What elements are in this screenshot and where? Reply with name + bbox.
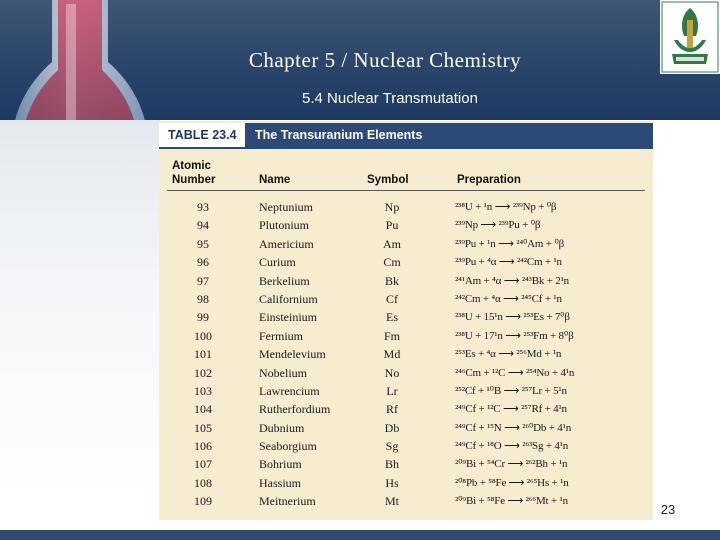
row-symbol: Mt xyxy=(384,494,399,509)
row-symbol: Sg xyxy=(385,439,399,454)
row-name: Plutonium xyxy=(259,218,310,233)
header-atomic-line2: Number xyxy=(172,174,216,186)
row-number: 101 xyxy=(194,347,212,362)
table-row xyxy=(159,400,653,418)
table-row xyxy=(159,253,653,271)
row-name: Mendelevium xyxy=(259,347,326,362)
row-symbol: Md xyxy=(383,347,401,362)
row-number: 105 xyxy=(194,420,212,435)
row-preparation: ²⁵²Cf + ¹⁰B ⟶ ²⁵⁷Lr + 5¹n xyxy=(455,384,567,397)
row-symbol: No xyxy=(384,365,400,380)
table-row xyxy=(159,198,653,216)
row-symbol: Bk xyxy=(384,273,399,288)
header-atomic-line1: Atomic xyxy=(172,160,211,172)
row-number: 104 xyxy=(194,402,212,417)
row-symbol: Am xyxy=(383,236,401,251)
row-name: Hassium xyxy=(259,475,301,490)
row-preparation: ²⁴²Cm + ⁴α ⟶ ²⁴⁵Cf + ¹n xyxy=(455,292,562,305)
header-atomic-number xyxy=(172,159,215,187)
table-row xyxy=(159,492,653,510)
row-name: Fermium xyxy=(259,328,303,343)
table-row xyxy=(159,382,653,400)
header-symbol: Symbol xyxy=(367,174,409,186)
row-preparation: ²⁵³Es + ⁴α ⟶ ²⁵⁶Md + ¹n xyxy=(455,348,562,361)
table-row xyxy=(159,437,653,455)
row-name: Lawrencium xyxy=(259,383,320,398)
row-number: 102 xyxy=(194,365,212,380)
table-row xyxy=(159,474,653,492)
row-preparation: ²⁴¹Am + ⁴α ⟶ ²⁴³Bk + 2¹n xyxy=(455,274,569,287)
university-logo xyxy=(660,0,720,74)
row-symbol: Fm xyxy=(383,328,400,343)
table-row xyxy=(159,455,653,473)
row-preparation: ²⁰⁸Pb + ⁵⁸Fe ⟶ ²⁶⁵Hs + ¹n xyxy=(455,476,569,489)
slide-title: Chapter 5 / Nuclear Chemistry xyxy=(248,48,522,72)
row-preparation: ²⁴⁹Cf + ¹⁵N ⟶ ²⁶⁰Db + 4¹n xyxy=(455,421,572,434)
slide-subtitle: 5.4 Nuclear Transmutation xyxy=(302,90,478,107)
row-symbol: Cf xyxy=(386,291,398,306)
row-preparation: ²³⁹Pu + ¹n ⟶ ²⁴⁰Am + ⁰β xyxy=(455,237,564,250)
row-symbol: Pu xyxy=(385,218,399,233)
table-row xyxy=(159,235,653,253)
table-row xyxy=(159,216,653,234)
row-number: 96 xyxy=(197,255,209,270)
row-name: Seaborgium xyxy=(259,439,317,454)
row-number: 95 xyxy=(197,236,209,251)
header-preparation: Preparation xyxy=(457,174,521,186)
row-preparation: ²⁴⁶Cm + ¹²C ⟶ ²⁵⁴No + 4¹n xyxy=(455,366,575,379)
row-number: 97 xyxy=(197,273,209,288)
row-preparation: ²⁰⁹Bi + ⁵⁴Cr ⟶ ²⁶²Bh + ¹n xyxy=(455,458,568,471)
row-preparation: ²⁴⁹Cf + ¹⁸O ⟶ ²⁶³Sg + 4¹n xyxy=(455,440,569,453)
row-name: Americium xyxy=(259,236,314,251)
row-name: Californium xyxy=(259,291,318,306)
table-row xyxy=(159,290,653,308)
row-number: 99 xyxy=(197,310,209,325)
side-gradient xyxy=(0,120,160,500)
header-rule xyxy=(167,190,645,191)
row-symbol: Es xyxy=(386,310,398,325)
table-row xyxy=(159,419,653,437)
row-number: 100 xyxy=(194,328,212,343)
row-name: Neptunium xyxy=(259,200,313,214)
table-row xyxy=(159,327,653,345)
row-preparation: ²³⁹Np ⟶ ²³⁹Pu + ⁰β xyxy=(455,219,541,232)
row-name: Rutherfordium xyxy=(259,402,331,417)
row-symbol: Lr xyxy=(386,383,398,398)
row-symbol: Hs xyxy=(385,475,399,490)
row-preparation: ²³⁸U + 15¹n ⟶ ²⁵³Es + 7⁰β xyxy=(455,311,570,324)
row-number: 109 xyxy=(194,494,212,509)
row-preparation: ²³⁸U + ¹n ⟶ ²³⁹Np + ⁰β xyxy=(455,201,557,213)
row-name: Curium xyxy=(259,255,296,270)
row-number: 94 xyxy=(197,218,209,233)
row-symbol: Db xyxy=(384,420,400,435)
header-name: Name xyxy=(259,174,291,186)
table-row xyxy=(159,272,653,290)
table-row xyxy=(159,345,653,363)
row-preparation: ²⁴⁹Cf + ¹²C ⟶ ²⁵⁷Rf + 4¹n xyxy=(455,403,567,416)
row-number: 98 xyxy=(197,291,209,306)
footer-bar xyxy=(0,530,720,540)
row-symbol: Bh xyxy=(384,457,399,472)
transuranium-table xyxy=(159,121,653,520)
row-preparation: ²⁰⁹Bi + ⁵⁸Fe ⟶ ²⁶⁶Mt + ¹n xyxy=(455,495,568,508)
row-number: 106 xyxy=(194,439,212,454)
table-label: TABLE 23.4 xyxy=(159,123,245,147)
row-number: 107 xyxy=(194,457,212,472)
row-number: 108 xyxy=(194,475,212,490)
row-symbol: Cm xyxy=(383,255,401,270)
row-name: Einsteinium xyxy=(259,310,317,325)
row-name: Berkelium xyxy=(259,273,310,288)
row-number: 93 xyxy=(197,200,209,214)
row-symbol: Rf xyxy=(386,402,398,417)
table-title: The Transuranium Elements xyxy=(245,123,653,147)
table-top-rule xyxy=(159,147,653,149)
row-preparation: ²³⁹Pu + ⁴α ⟶ ²⁴²Cm + ¹n xyxy=(455,256,562,269)
table-body xyxy=(159,198,653,511)
row-number: 103 xyxy=(194,383,212,398)
table-row xyxy=(159,364,653,382)
page-number: 23 xyxy=(660,502,676,517)
row-preparation: ²³⁸U + 17¹n ⟶ ²⁵³Fm + 8⁰β xyxy=(455,329,574,342)
table-row xyxy=(159,308,653,326)
row-name: Dubnium xyxy=(259,420,305,435)
row-name: Nobelium xyxy=(259,365,307,380)
row-name: Meitnerium xyxy=(259,494,316,509)
row-symbol: Np xyxy=(384,200,400,214)
row-name: Bohrium xyxy=(259,457,302,472)
